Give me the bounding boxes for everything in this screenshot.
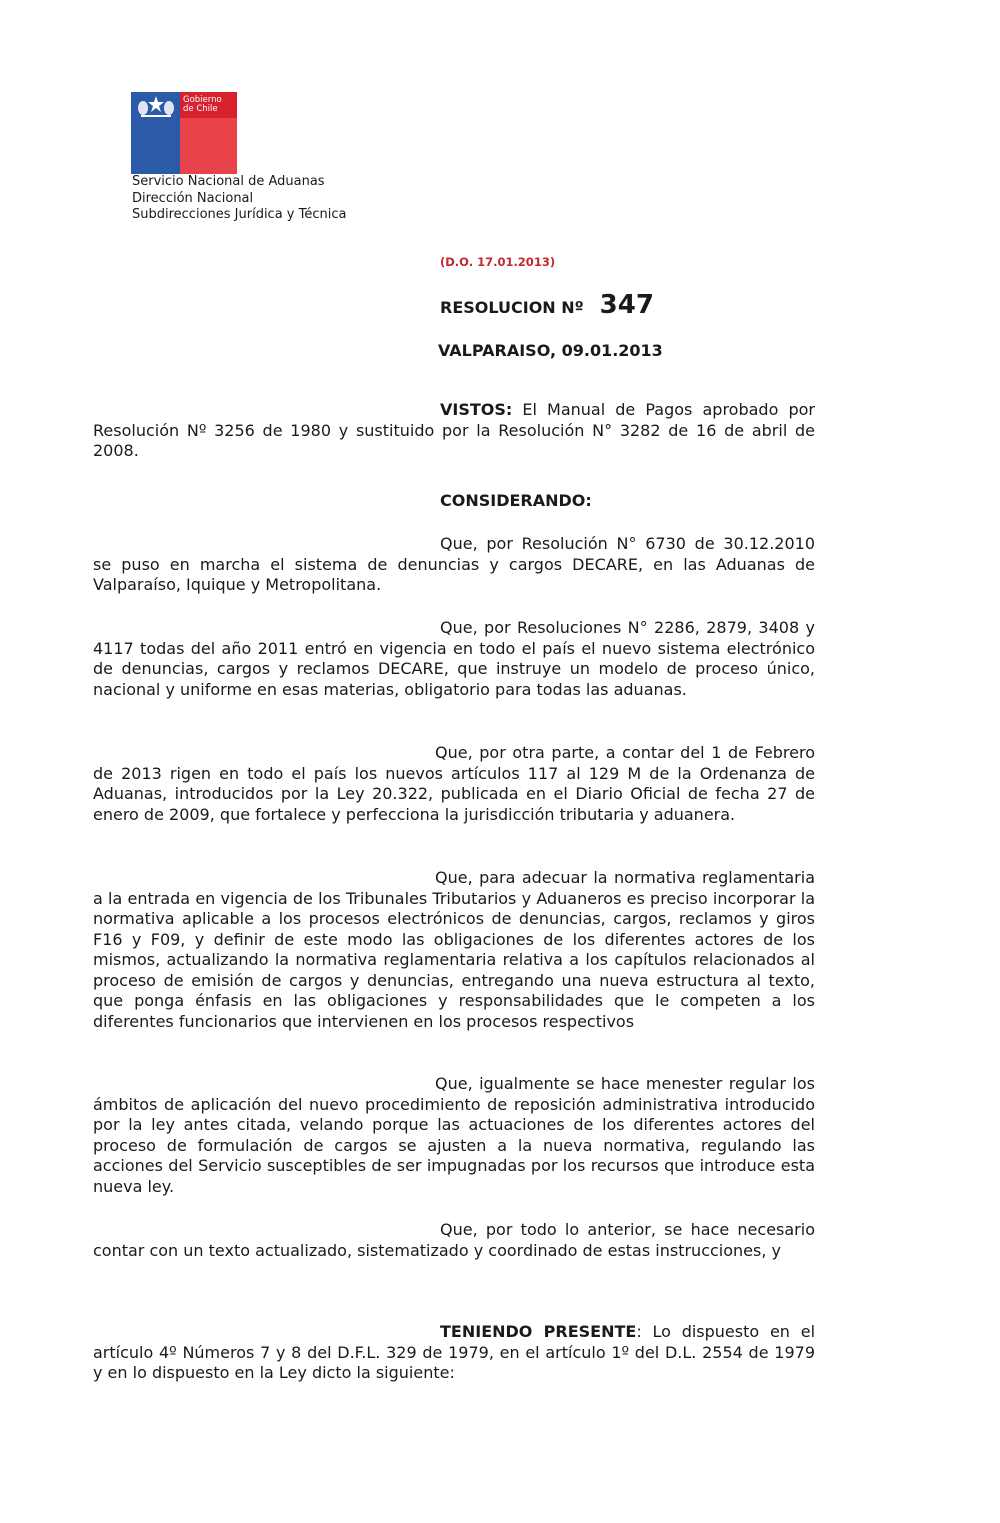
resolution-header: [440, 290, 654, 320]
teniendo-presente-text: : Lo dispuesto en el artículo 4º Números 7 y 8 del D.F.L. 329 de 1979, en el artículo 1º del D.L. 2554 de 1979 y en lo dispuesto en la Ley dicto la siguiente:: [93, 1322, 816, 1382]
considerando-text-5: Que, igualmente se hace menester regular los ámbitos de aplicación del nuevo procedimiento de reposición administrativa introducido por la ley antes citada, velando porque las actuaciones de los diferentes actores del proceso de formulación de cargos se ajusten a la nueva normativa, regulando las acciones del Servicio susceptibles de ser impugnadas por los recursos que introduce esta nueva ley.: [93, 1074, 815, 1196]
institution-subdivision: Subdirecciones Jurídica y Técnica: [132, 207, 347, 222]
considerando-text-6: Que, por todo lo anterior, se hace necesario contar con un texto actualizado, sistematizado y coordinado de estas instrucciones, y: [93, 1220, 815, 1260]
considerando-text-4: Que, para adecuar la normativa reglamentaria a la entrada en vigencia de los Tribunales Tributarios y Aduaneros es preciso incorporar la normativa aplicable a los procesos electrónicos de denuncias, cargos, reclamos y giros F16 y F09, y definir de este modo las obligaciones de los diferentes actores de los mismos, actualizando la normativa reglamentaria relativa a los capítulos relacionados al proceso de emisión de cargos y denuncias, entregando una nueva estructura al texto, que ponga énfasis en las obligaciones y responsabilidades que le competen a los diferentes funcionarios que intervienen en los procesos respectivos: [93, 868, 815, 1031]
publication-date: (D.O. 17.01.2013): [440, 255, 556, 269]
vistos-label: VISTOS:: [440, 400, 513, 419]
considerando-paragraph-3: [93, 743, 815, 825]
gobierno-de-chile-logo: [131, 92, 237, 174]
considerando-paragraph-2: [93, 618, 815, 700]
logo-text-line1: Gobierno: [183, 95, 222, 105]
considerando-paragraph-6: [93, 1220, 815, 1261]
institution-block: [132, 174, 346, 224]
resolution-number: 347: [599, 290, 654, 320]
considerando-paragraph-5: [93, 1074, 815, 1197]
place-date: VALPARAISO, 09.01.2013: [438, 341, 663, 360]
resolution-label: RESOLUCION Nº: [440, 298, 584, 317]
considerando-paragraph-1: [93, 534, 815, 596]
vistos-text: El Manual de Pagos aprobado por Resolución Nº 3256 de 1980 y sustituido por la Resolución N° 3282 de 16 de abril de 2008.: [93, 400, 815, 460]
logo-text-line2: de Chile: [183, 104, 218, 114]
vistos-paragraph: [93, 400, 815, 462]
logo-text: [183, 96, 222, 114]
institution-name: Servicio Nacional de Aduanas: [132, 174, 325, 189]
coat-of-arms-icon: [135, 94, 177, 118]
teniendo-presente-paragraph: [93, 1322, 815, 1384]
considerando-paragraph-4: [93, 868, 815, 1032]
considerando-text-2: Que, por Resoluciones N° 2286, 2879, 3408 y 4117 todas del año 2011 entró en vigencia en todo el país el nuevo sistema electrónico de denuncias, cargos y reclamos DECARE, que instruye un modelo de proceso único, nacional y uniforme en esas materias, obligatorio para todas las aduanas.: [93, 618, 815, 699]
teniendo-presente-label: TENIENDO PRESENTE: [440, 1322, 637, 1341]
considerando-text-1: Que, por Resolución N° 6730 de 30.12.2010 se puso en marcha el sistema de denuncias y cargos DECARE, en las Aduanas de Valparaíso, Iquique y Metropolitana.: [93, 534, 815, 594]
considerando-heading: CONSIDERANDO:: [440, 491, 592, 510]
logo-blue-block: [131, 92, 180, 174]
considerando-text-3: Que, por otra parte, a contar del 1 de Febrero de 2013 rigen en todo el país los nuevos artículos 117 al 129 M de la Ordenanza de Aduanas, introducidos por la Ley 20.322, publicada en el Diario Oficial de fecha 27 de enero de 2009, que fortalece y perfecciona la jurisdicción tributaria y aduanera.: [93, 743, 815, 824]
institution-division: Dirección Nacional: [132, 190, 254, 206]
logo-red-block: [180, 118, 237, 174]
